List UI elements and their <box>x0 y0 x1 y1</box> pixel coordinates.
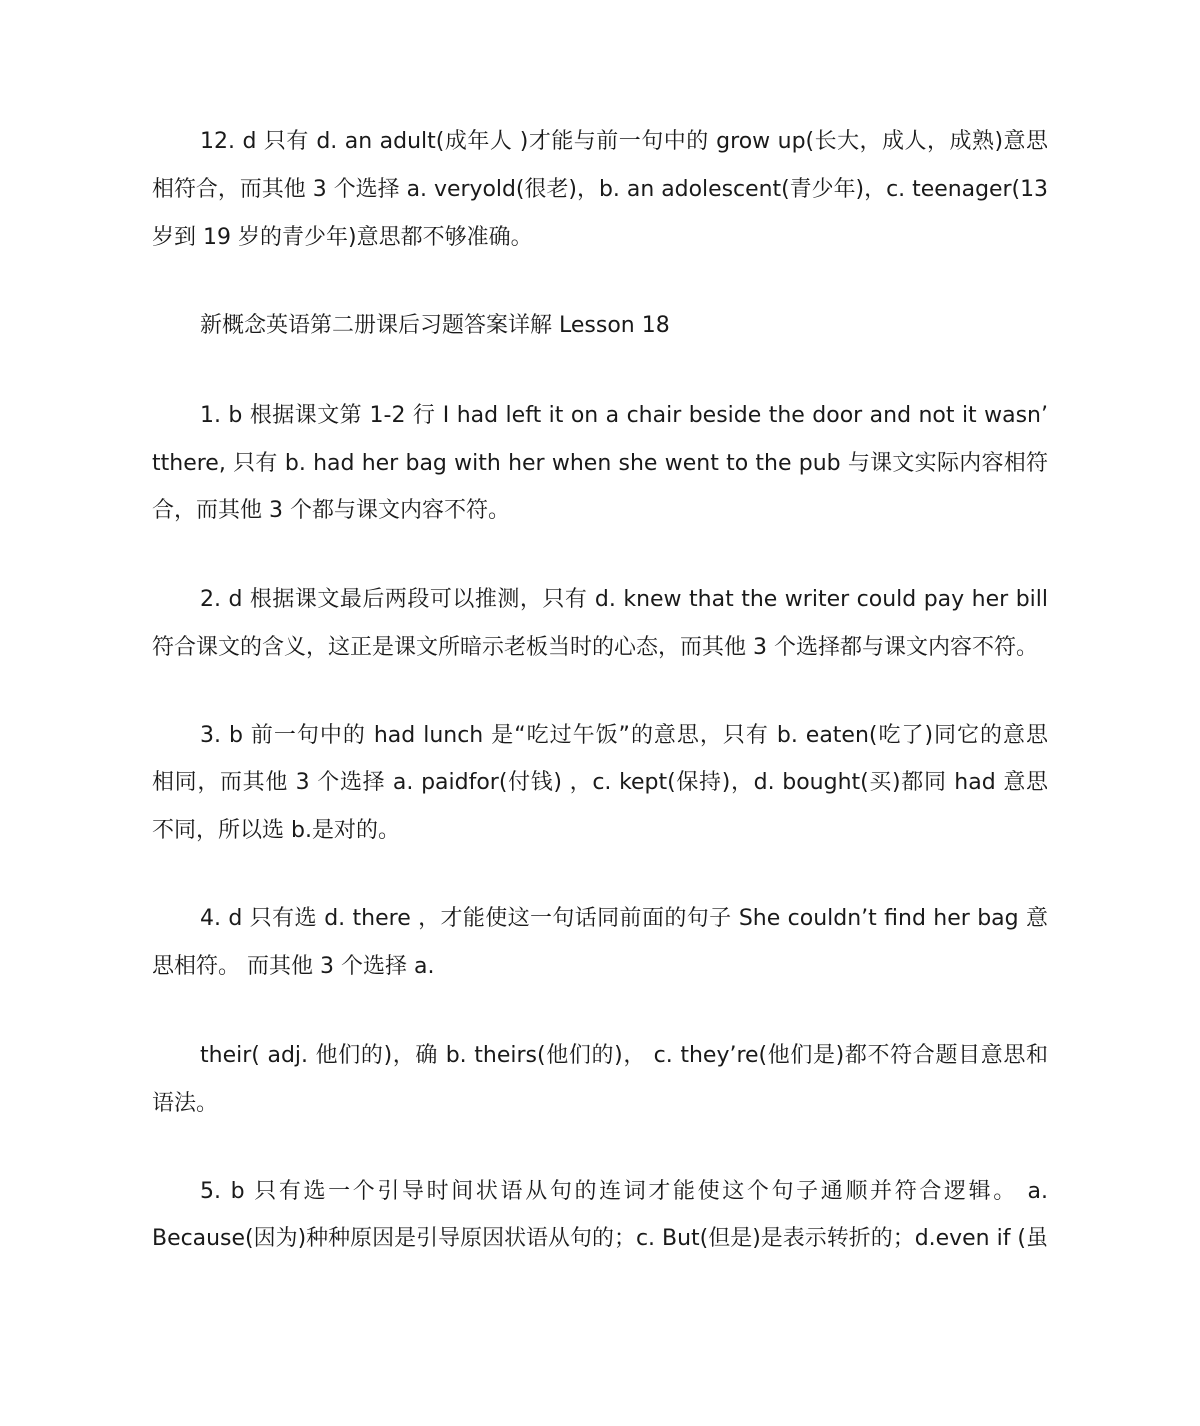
paragraph-a3-line-1: 3. b 前一句中的 had lunch 是“吃过午饭”的意思，只有 b. eaten(吃了)同它的意思 <box>200 723 1048 748</box>
paragraph-a4-line-2: 思相符。 而其他 3 个选择 a. <box>152 954 435 979</box>
paragraph-a4-line-1: 4. d 只有选 d. there ，才能使这一句话同前面的句子 She couldn’t find her bag 意 <box>200 906 1048 931</box>
paragraph-q12-line-1: 12. d 只有 d. an adult(成年人 )才能与前一句中的 grow up(长大，成人，成熟)意思 <box>200 129 1048 154</box>
paragraph-q12-line-3: 岁到 19 岁的青少年)意思都不够准确。 <box>152 225 533 250</box>
paragraph-a1-line-2: tthere, 只有 b. had her bag with her when she went to the pub 与课文实际内容相符 <box>152 451 1048 476</box>
paragraph-a5-line-2: Because(因为)种种原因是引导原因状语从句的；c. But(但是)是表示转折的；d.even if (虽 <box>152 1226 1048 1251</box>
paragraph-a3-line-2: 相同，而其他 3 个选择 a. paidfor(付钱) ，c. kept(保持)，d. bought(买)都同 had 意思 <box>152 770 1048 795</box>
paragraph-a2-line-1: 2. d 根据课文最后两段可以推测，只有 d. knew that the writer could pay her bill <box>200 587 1048 612</box>
paragraph-a2-line-2: 符合课文的含义，这正是课文所暗示老板当时的心态，而其他 3 个选择都与课文内容不符。 <box>152 635 1038 660</box>
paragraph-a3-line-3: 不同，所以选 b.是对的。 <box>152 818 400 843</box>
paragraph-a5-line-1: 5. b 只有选一个引导时间状语从句的连词才能使这个句子通顺并符合逻辑。 a. <box>200 1179 1048 1204</box>
paragraph-a4b-line-2: 语法。 <box>152 1091 219 1116</box>
section-heading: 新概念英语第二册课后习题答案详解 Lesson 18 <box>200 313 670 338</box>
paragraph-a4b-line-1: their( adj. 他们的)，确 b. theirs(他们的)， c. they’re(他们是)都不符合题目意思和 <box>200 1043 1048 1068</box>
paragraph-a1-line-3: 合，而其他 3 个都与课文内容不符。 <box>152 498 510 523</box>
paragraph-q12-line-2: 相符合，而其他 3 个选择 a. veryold(很老)，b. an adolescent(青少年)，c. teenager(13 <box>152 177 1048 202</box>
paragraph-a1-line-1: 1. b 根据课文第 1-2 行 I had left it on a chair beside the door and not it wasn’ <box>200 403 1048 428</box>
